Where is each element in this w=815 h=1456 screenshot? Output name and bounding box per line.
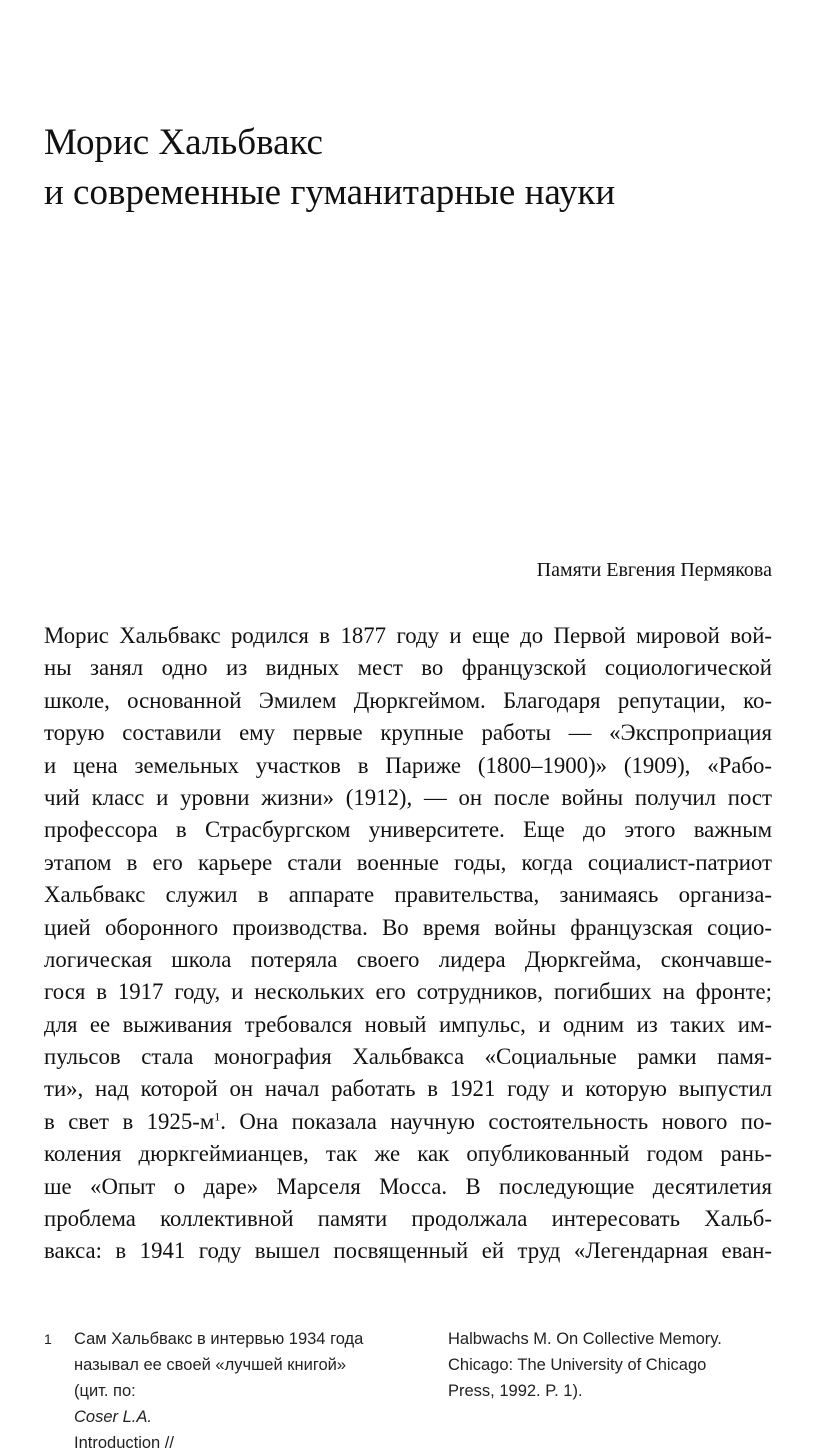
body-line: школе, основанной Эмилем Дюркгеймом. Благодаря репутации, ко- [44, 687, 772, 713]
body-line: проблема коллективной памяти продолжала интересовать Хальб- [44, 1206, 772, 1232]
dedication: Памяти Евгения Пермякова [536, 559, 772, 581]
body-line: вакса: в 1941 году вышел посвященный ей труд «Легендарная еван- [44, 1238, 772, 1264]
footnote-column-2 [448, 1326, 788, 1404]
footnote-line: Сам Хальбвакс в интервью 1934 года [74, 1330, 364, 1348]
footnote-line: Halbwachs M. On Collective Memory. [448, 1330, 722, 1348]
body-line: для ее выживания требовался новый импульс, и одним из таких им- [44, 1011, 772, 1037]
footnote-line: Press, 1992. P. 1). [448, 1382, 583, 1400]
body-line: Хальбвакс служил в аппарате правительства, занимаясь организа- [44, 882, 772, 908]
body-line: гося в 1917 году, и нескольких его сотрудников, погибших на фронте; [44, 979, 772, 1005]
footnote-text: (цит. по: [74, 1382, 136, 1400]
body-line-part: в свет в 1925-м [44, 1108, 215, 1134]
body-line: торую составили ему первые крупные работы — «Экспроприация [44, 720, 772, 746]
footnote-column-1 [74, 1326, 414, 1456]
chapter-title-line-1: Морис Хальбвакс [44, 122, 323, 163]
body-line: и цена земельных участков в Париже (1800–1900)» (1909), «Рабо- [44, 752, 772, 778]
body-line-with-footnote [44, 1106, 772, 1138]
body-paragraph [44, 620, 772, 1268]
body-line: чий класс и уровни жизни» (1912), — он после войны получил пост [44, 784, 772, 810]
body-line: профессора в Страсбургском университете. Еще до этого важным [44, 817, 772, 843]
body-line: ше «Опыт о даре» Марселя Мосса. В последующие десятилетия [44, 1173, 772, 1199]
body-line: цией оборонного производства. Во время войны французская социо- [44, 914, 772, 940]
body-line: коления дюркгеймианцев, так же как опубликованный годом рань- [44, 1141, 772, 1167]
author-name: Coser L.A. [74, 1408, 152, 1426]
footnote-text: Introduction // [74, 1434, 174, 1452]
footnote-line [74, 1378, 414, 1456]
chapter-title-line-2: и современные гуманитарные науки [44, 172, 616, 213]
body-line: этапом в его карьере стали военные годы, когда социалист-патриот [44, 849, 772, 875]
body-line: логическая школа потеряла своего лидера Дюркгейма, скончавше- [44, 946, 772, 972]
footnote-line: Chicago: The University of Chicago [448, 1356, 707, 1374]
chapter-title [44, 118, 784, 218]
body-line-part: . Она показала научную состоятельность нового по- [220, 1108, 772, 1134]
body-line: ны занял одно из видных мест во французской социологической [44, 655, 772, 681]
footnote-reference[interactable]: 1 [214, 1109, 221, 1124]
body-line: ти», над которой он начал работать в 1921 году и которую выпустил [44, 1076, 772, 1102]
footnote-line: называл ее своей «лучшей книгой» [74, 1356, 347, 1374]
footnote-marker: 1 [44, 1331, 52, 1347]
body-line: пульсов стала монография Хальбвакса «Социальные рамки памя- [44, 1044, 772, 1070]
body-line: Морис Хальбвакс родился в 1877 году и еще до Первой мировой вой- [44, 623, 772, 648]
